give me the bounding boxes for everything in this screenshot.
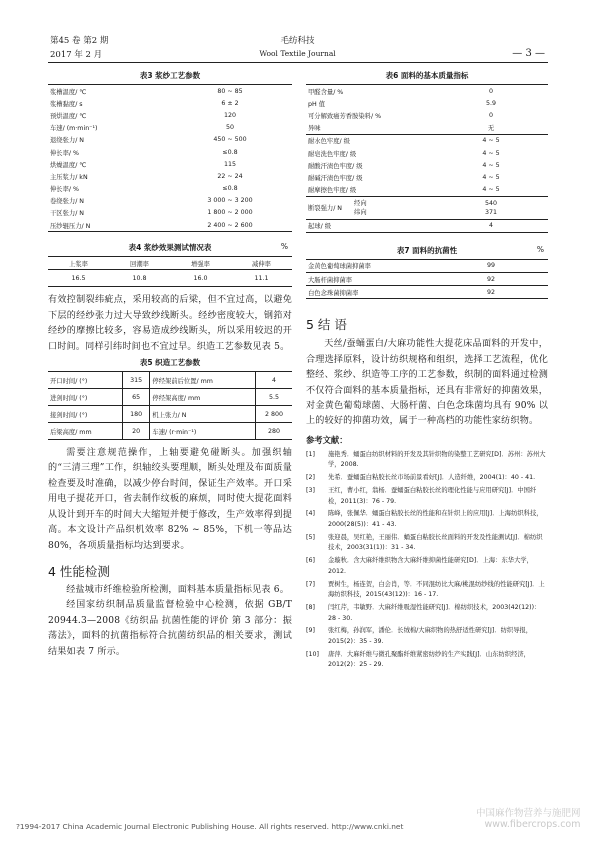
table3-row (48, 97, 292, 109)
reference-item (306, 533, 548, 554)
table5-param: 停经架前后位置/ mm (150, 372, 256, 389)
table4-unit: % (280, 242, 288, 252)
table3-param: 烘燥温度/ ℃ (50, 161, 87, 169)
table5-param: 开口时间/ (°) (48, 372, 122, 389)
table5-row (48, 423, 292, 440)
table7-value: 92 (486, 288, 495, 296)
table6-value: 4 ~ 5 (482, 161, 500, 169)
table6 (306, 84, 548, 233)
table5-param: 车速/ (r·min⁻¹) (150, 423, 256, 440)
table5-row (48, 372, 292, 389)
table3-param: 干区张力/ N (50, 210, 85, 218)
reference-text: 金璇秋．含大麻纤维织物含大麻纤维抑菌性能研究[D]．上海：东华大学，2012. (328, 557, 533, 575)
table6-value: 0 (488, 111, 493, 119)
table4-cell: 16.5 (71, 274, 86, 282)
reference-text: 贾树生，杨连贺，白会肖，等．不同混纺比大麻/桃混纺纱线的性能研究[J]．上海纺织科技，2015(43(12))：16 - 17. (328, 580, 545, 599)
table5-param: 接剑时间/ (°) (48, 406, 122, 423)
reference-item (306, 509, 548, 530)
paragraph: 经盐城市纤维检验所检测，面料基本质量指标见表 6。 (66, 584, 290, 595)
table3-param: 伸长率/ % (50, 149, 79, 157)
table5-param: 停经架高度/ mm (150, 389, 256, 406)
table4-header: 减伸率 (231, 257, 292, 270)
table6-row (306, 147, 548, 159)
reference-number: [10] (306, 650, 319, 658)
table6-row (306, 159, 548, 171)
table6-value: 0 (488, 87, 493, 95)
table7-row (306, 273, 548, 286)
reference-text: 先希．蚕蛹蛋白粘胶长丝市场前景看好[J]．人造纤维，2004(1)：40 - 41. (328, 474, 536, 482)
paragraph: 天丝/蚕蛹蛋白/大麻功能性大提花床品面料的开发中，合理选择原料，设计纺织规格和组织，选择工艺流程，优化整经、浆纱、织造等工序的工艺参数，织制的面料通过检测不仅符合面料的基本质量指标，还具有非常好的抑菌效果，对金黄色葡萄球菌、大肠杆菌、白色念珠菌均具有 90% 以上的较好的抑菌功效，属于一种高档的功能性家纺织物。 (306, 339, 548, 427)
table3-value: 115 (223, 160, 237, 168)
reference-item (306, 650, 548, 671)
reference-item (306, 486, 548, 507)
table5-param: 进剑时间/ (°) (48, 389, 122, 406)
reference-number: [9] (306, 627, 315, 635)
table4-cell: 10.8 (132, 274, 147, 282)
reference-item (306, 626, 548, 647)
table6-break-val-warp: 540 (484, 199, 498, 207)
table5-row (48, 406, 292, 423)
table6-row (306, 219, 548, 232)
table6-break-sub-warp: 经向 (354, 199, 367, 207)
paragraph: 经国家纺织制品质量监督检验中心检测，依据 GB/T 20944.3—2008《纺织品 抗菌性能的评价 第 3 部分：振荡法》，面料的抗菌指标符合抗菌纺织品的相关要求，测试结果如表 7 所示。 (48, 600, 292, 657)
table6-caption: 表6 面料的基本质量指标 (385, 71, 469, 80)
table4 (48, 256, 292, 287)
table4-header: 回潮率 (109, 257, 170, 270)
table5-value: 20 (122, 423, 149, 440)
table3-row (48, 109, 292, 121)
table6-break-row (306, 196, 548, 219)
table3-row (48, 183, 292, 195)
table7 (306, 259, 548, 300)
table4-cell: 11.1 (254, 274, 269, 282)
table3-param: 伸长率/ % (50, 186, 79, 194)
header-journal-en: Wool Textile Journal (259, 49, 336, 58)
table6-row (306, 184, 548, 197)
table5-row (48, 389, 292, 406)
table6-row (306, 85, 548, 98)
table4-caption (48, 242, 292, 253)
reference-number: [1] (306, 450, 315, 458)
table4-header: 增强率 (170, 257, 231, 270)
reference-number: [2] (306, 474, 315, 482)
table6-cell (434, 196, 548, 219)
table6-param: 耐碱汗渍色牢度/ 级 (308, 174, 363, 182)
table7-param: 大肠杆菌抑菌率 (306, 273, 434, 286)
table6-row (306, 134, 548, 147)
header-vol: 第45 卷 第2 期 (50, 36, 109, 46)
table6-break-sub (354, 199, 367, 217)
table6-row (306, 97, 548, 109)
table5-value: 280 (268, 427, 281, 435)
table3-row (48, 146, 292, 158)
table3-param: 退绕张力/ N (50, 137, 85, 145)
paragraph: 有效控制裂纬疵点，采用较高的后梁，但不宜过高，以避免下层的经纱张力过大导致纱线断头。经纱密度较大，钢筘对经纱的摩擦比较多，容易造成纱线断头，所以采用较迟的开口时间。同样引纬时间也不宜过早。织造工艺参数见表 5。 (48, 295, 292, 352)
table3-param: 浆槽温度/ ℃ (50, 88, 87, 96)
table7-value: 99 (434, 259, 548, 272)
table3-row (48, 207, 292, 219)
reference-item (306, 580, 548, 601)
table3-row (48, 85, 292, 98)
table7-row (306, 259, 548, 272)
table4-caption-text: 表4 浆纱效果测试情况表 (128, 243, 212, 253)
reference-number: [7] (306, 580, 315, 588)
table4-cell: 16.0 (193, 274, 208, 282)
table3-value: 3 000 ~ 3 200 (207, 197, 253, 205)
table6-value: 4 ~ 5 (482, 149, 500, 157)
table3-param: 预烘温度/ ℃ (50, 112, 87, 120)
table6-cell (306, 196, 434, 219)
reference-item (306, 556, 548, 577)
table3-param: 浆槽黏度/ s (50, 100, 83, 108)
table3-row (48, 170, 292, 182)
table3-value: 22 ~ 24 (217, 172, 243, 180)
footer-copyright: ?1994-2017 China Academic Journal Electronic Publishing House. All rights reserved. http://www.cnki.net (16, 822, 404, 831)
left-text-3 (48, 583, 292, 660)
table5-value: 4 (256, 372, 292, 389)
table3-value: ≤0.8 (222, 185, 238, 193)
table6-row (306, 122, 548, 135)
reference-text: 施艳秀．蛹蛋白纺织材料的开发及其针织物的染整工艺研究[D]．苏州：苏州大学，2008. (328, 450, 546, 469)
table3-row (48, 134, 292, 146)
table6-value: 4 ~ 5 (482, 173, 500, 181)
table5-value: 65 (122, 389, 149, 406)
header-rule (48, 62, 548, 63)
table6-value: 5.9 (485, 99, 496, 107)
table3-row (48, 195, 292, 207)
table3-row (48, 122, 292, 134)
reference-number: [6] (306, 557, 315, 565)
table3-value: 80 ~ 85 (217, 87, 243, 95)
table7-param: 白色念珠菌抑菌率 (308, 289, 359, 297)
references-title: 参考文献： (306, 434, 348, 445)
reference-text: 唐萍．大麻纤维与微孔聚酯纤维紧密纺纱的生产实践[J]．山东纺织经济，2012(2)：25 - 29. (328, 650, 530, 669)
table6-value: 4 ~ 5 (434, 184, 548, 197)
reference-text: 陈峰，张佩华．蛹蛋白粘胶长丝的性能和在针织上的应用[J]．上海纺织科技，2000(28(5))：41 - 43. (328, 510, 543, 528)
reference-text: 张迎晨，吴红艳，王丽伟．蛹蛋白粘胶长丝面料的开发及性能测试[J]．棉纺织技术，2003(31(1))：31 - 34. (328, 533, 543, 552)
table3-param: 车速/ (m·min⁻¹) (50, 125, 98, 133)
reference-number: [3] (306, 487, 315, 495)
left-column (48, 70, 292, 660)
reference-item (306, 450, 548, 471)
table6-param: 耐酸汗渍色牢度/ 级 (308, 162, 363, 170)
table3-param: 主压浆力/ kN (50, 173, 88, 181)
left-text-2 (48, 446, 292, 554)
reference-item (306, 473, 548, 484)
table6-param: 甲醛含量/ % (308, 88, 344, 96)
section5-title: 5 结 语 (306, 317, 347, 333)
table7-unit: % (536, 244, 544, 254)
table4-row (48, 270, 292, 287)
table7-param: 金黄色葡萄球菌抑菌率 (306, 259, 434, 272)
right-text (306, 337, 548, 429)
table3-value: 6 ± 2 (221, 99, 239, 107)
table6-row (306, 171, 548, 183)
table6-param: 异味 (306, 122, 434, 135)
table6-break-sub-weft: 纬向 (354, 208, 367, 216)
reference-number: [8] (306, 603, 315, 611)
table6-param: 耐水色牢度/ 级 (308, 138, 350, 146)
left-text-1 (48, 293, 292, 355)
table5-caption: 表5 织造工艺参数 (139, 358, 201, 368)
table3-value: 2 400 ~ 2 600 (207, 221, 253, 229)
table6-break-label: 断裂强力/ N (308, 204, 343, 212)
reference-text: 王红，曹小红，翁杨．蚕蛹蛋白粘胶长丝的理化性能与应用研究[J]．中国纤检，2011(3)：76 - 79. (328, 487, 537, 505)
table5-value: 2 800 (256, 406, 292, 423)
table3-value: ≤0.8 (222, 148, 238, 156)
table3-value: 450 ~ 500 (213, 136, 247, 144)
header-page: — 3 — (512, 48, 545, 59)
table6-value: 无 (434, 122, 548, 135)
table7-value: 92 (434, 273, 548, 286)
table5-param: 后梁高度/ mm (48, 423, 122, 440)
table5-value: 180 (122, 406, 149, 423)
table7-caption (306, 245, 548, 256)
table6-row (306, 109, 548, 121)
reference-text: 闫红芹，韦敏野．大麻纤维吸湿性能研究[J]．棉纺织技术，2003(42(12))：28 - 30. (328, 603, 541, 622)
table3 (48, 84, 292, 232)
table7-caption-text: 表7 面料的抗菌性 (396, 245, 458, 255)
table4-header: 上浆率 (48, 257, 109, 270)
table3-row (48, 219, 292, 232)
watermark: 中国麻作物营养与施肥网 www.fibercrops.com (476, 808, 581, 830)
table5-value: 315 (122, 372, 149, 389)
table6-param: 耐摩擦色牢度/ 级 (306, 184, 434, 197)
table3-param: 卷绕张力/ N (50, 198, 85, 206)
header-date: 2017 年 2 月 (50, 50, 103, 60)
table3-caption: 表3 浆纱工艺参数 (139, 71, 201, 80)
table7-row (306, 286, 548, 299)
table3-value: 120 (223, 111, 237, 119)
table3-value: 50 (225, 124, 234, 132)
table5-value: 5.5 (256, 389, 292, 406)
table6-param: 耐皂洗色牢度/ 级 (308, 150, 357, 158)
table6-cell: 起球/ 级 (308, 223, 332, 231)
table3-param: 压纱辊压力/ N (50, 222, 91, 230)
table5-param: 机上张力/ N (150, 406, 256, 423)
right-column (306, 70, 548, 673)
reference-item (306, 603, 548, 624)
table3-row (48, 158, 292, 170)
reference-number: [4] (306, 510, 315, 518)
table3-value: 1 800 ~ 2 000 (207, 209, 253, 217)
section4-title: 4 性能检测 (48, 563, 110, 579)
table6-param: pH 值 (308, 100, 326, 108)
table5 (48, 371, 292, 440)
header-journal-cn: 毛纺科技 (280, 36, 315, 46)
table6-param: 可分解致癌芳香胺染料/ % (308, 112, 382, 120)
table6-break-val-weft: 371 (484, 208, 498, 216)
table6-cell: 4 (488, 222, 493, 230)
reference-text: 张红梅，孙润军，潘伦．长绒棉/大麻织物的热舒适性研究[J]．纺织导报，2015(2)：35 - 39. (328, 627, 533, 645)
reference-list (306, 450, 548, 671)
reference-number: [5] (306, 533, 315, 541)
table4-header-row (48, 257, 292, 270)
table6-value: 4 ~ 5 (482, 137, 500, 145)
paragraph: 需要注意规范操作，上轴要避免碰断头。加强织轴的“三清三理”工作，织轴绞头要理顺，断头处理及布面质量检查要及时准确，以减少停台时间，保证生产效率。开口采用电子提花开口，省去制作纹板的麻烦，同时使大提花面料从设计到开车的时间大大缩短并便于修改，生产效率得到提高。本文设计产品织机效率 82% ~ 85%，下机一等品达 80%，各项质量指标均达到要求。 (48, 448, 292, 551)
